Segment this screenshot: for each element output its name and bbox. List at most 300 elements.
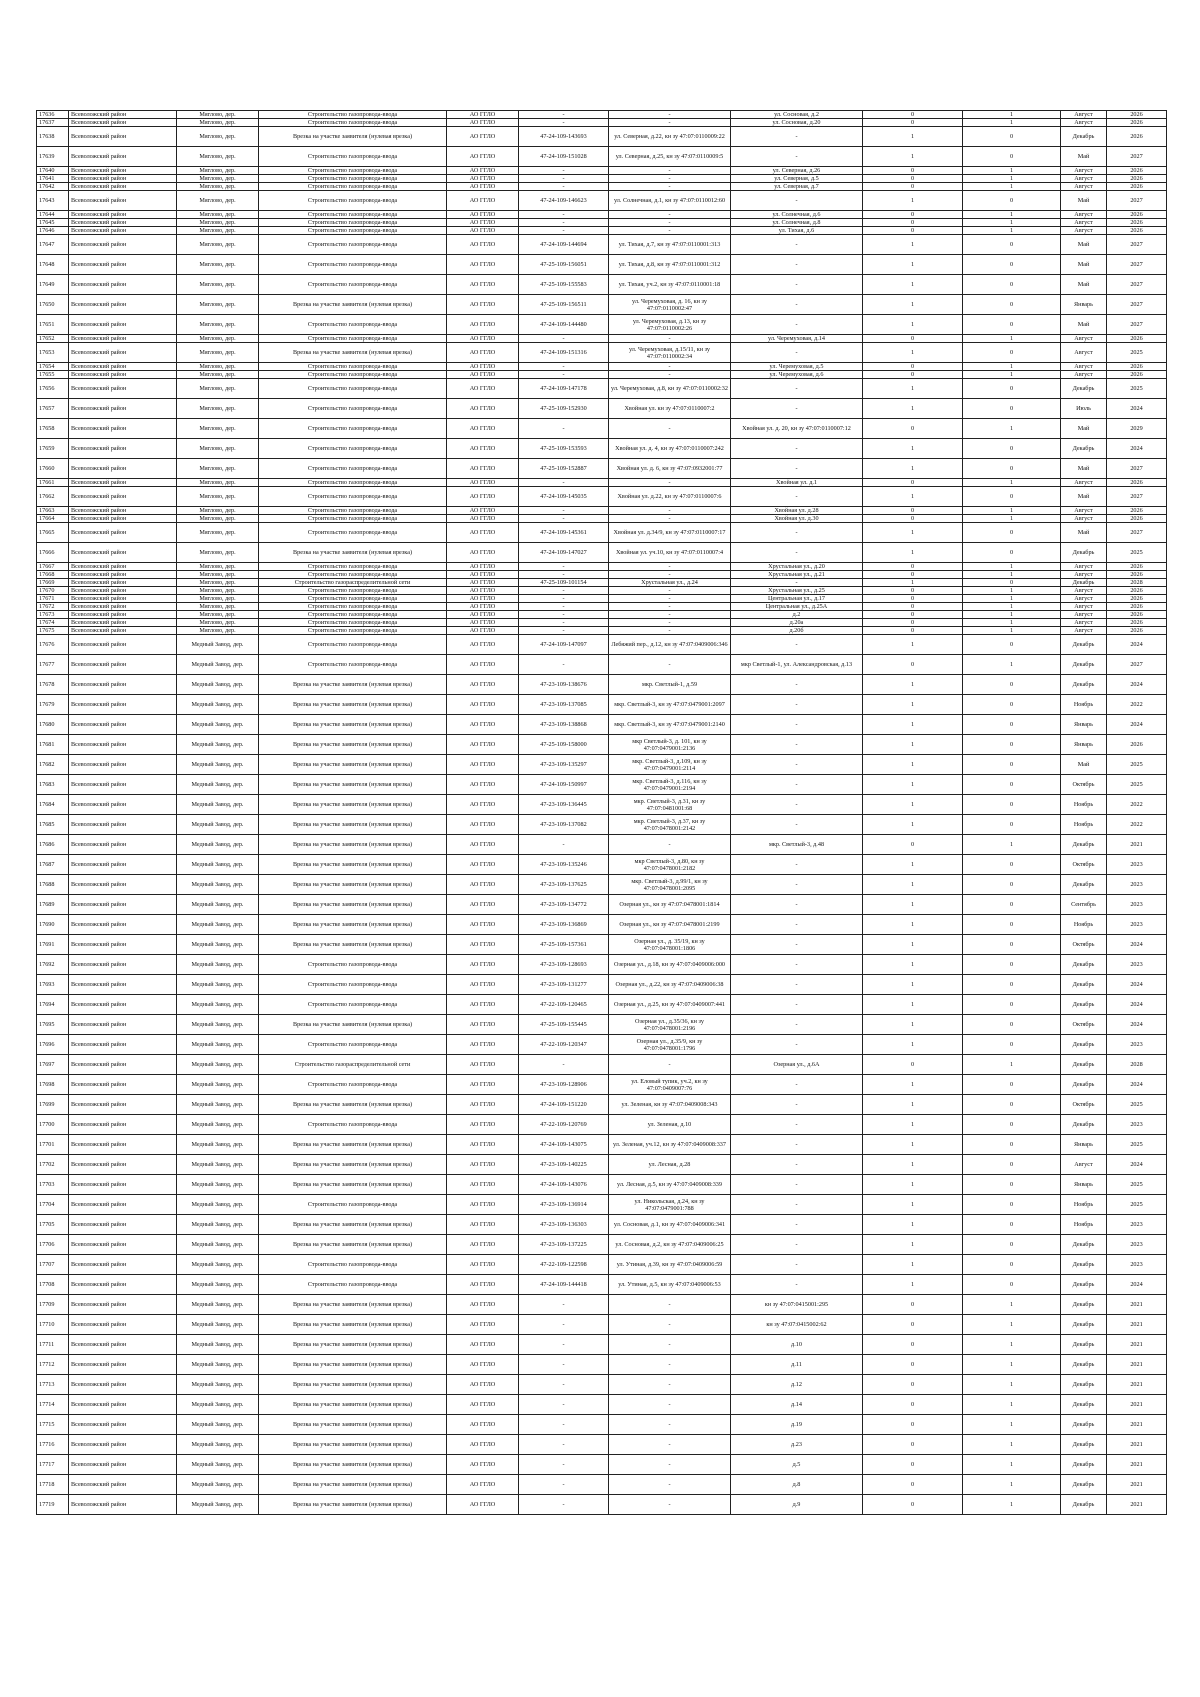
cell-district: Всеволожский район bbox=[69, 1475, 177, 1495]
cell-application-number: - bbox=[519, 211, 609, 219]
table-row bbox=[37, 635, 1167, 655]
cell-row-number: 17640 bbox=[37, 167, 69, 175]
cell-year: 2027 bbox=[1107, 487, 1167, 507]
cell-row-number: 17650 bbox=[37, 295, 69, 315]
cell-organization: АО ГГЛО bbox=[447, 399, 519, 419]
cell-work-type: Строительство газопровода-ввода bbox=[259, 371, 447, 379]
cell-work-type: Врезка на участке заявителя (нулевая врезка) bbox=[259, 1435, 447, 1455]
cell-flag-b: 0 bbox=[963, 795, 1061, 815]
table-row bbox=[37, 227, 1167, 235]
cell-month: Октябрь bbox=[1061, 855, 1107, 875]
cell-application-number: - bbox=[519, 111, 609, 119]
cell-application-number: - bbox=[519, 1415, 609, 1435]
cell-address-applicant: мкр. Светлый-3, д.116, кн зу 47:07:0479001:2194 bbox=[609, 775, 731, 795]
cell-month: Декабрь bbox=[1061, 379, 1107, 399]
cell-address-applicant: - bbox=[609, 1395, 731, 1415]
cell-flag-b: 1 bbox=[963, 563, 1061, 571]
gas-works-table bbox=[36, 110, 1167, 1515]
cell-year: 2026 bbox=[1107, 175, 1167, 183]
cell-organization: АО ГГЛО bbox=[447, 1015, 519, 1035]
cell-organization: АО ГГЛО bbox=[447, 1295, 519, 1315]
table-row bbox=[37, 1335, 1167, 1355]
cell-year: 2021 bbox=[1107, 1455, 1167, 1475]
cell-flag-b: 0 bbox=[963, 315, 1061, 335]
cell-settlement: Мяглово, дер. bbox=[177, 315, 259, 335]
cell-year: 2021 bbox=[1107, 1375, 1167, 1395]
cell-year: 2026 bbox=[1107, 183, 1167, 191]
cell-address-applicant: ул. Утиная, д.39, кн зу 47:07:0409006:59 bbox=[609, 1255, 731, 1275]
cell-district: Всеволожский район bbox=[69, 487, 177, 507]
cell-flag-a: 1 bbox=[863, 915, 963, 935]
cell-year: 2024 bbox=[1107, 975, 1167, 995]
cell-address-applicant: ул. Сосновая, д.1, кн зу 47:07:0409006:341 bbox=[609, 1215, 731, 1235]
cell-flag-a: 1 bbox=[863, 1075, 963, 1095]
cell-flag-a: 1 bbox=[863, 399, 963, 419]
cell-address-applicant: - bbox=[609, 479, 731, 487]
table-row bbox=[37, 255, 1167, 275]
cell-address-applicant: мкр. Светлый-3, д.109, кн зу 47:07:0479001:2114 bbox=[609, 755, 731, 775]
cell-district: Всеволожский район bbox=[69, 1175, 177, 1195]
cell-row-number: 17690 bbox=[37, 915, 69, 935]
cell-organization: АО ГГЛО bbox=[447, 459, 519, 479]
cell-address-other: - bbox=[731, 295, 863, 315]
cell-application-number: 47-24-109-145361 bbox=[519, 523, 609, 543]
cell-address-applicant: - bbox=[609, 611, 731, 619]
cell-application-number: 47-23-109-136869 bbox=[519, 915, 609, 935]
cell-month: Декабрь bbox=[1061, 1475, 1107, 1495]
cell-month: Январь bbox=[1061, 1175, 1107, 1195]
cell-settlement: Мяглово, дер. bbox=[177, 211, 259, 219]
cell-address-other: - bbox=[731, 235, 863, 255]
cell-flag-a: 1 bbox=[863, 379, 963, 399]
table-row bbox=[37, 543, 1167, 563]
cell-flag-a: 0 bbox=[863, 175, 963, 183]
cell-row-number: 17638 bbox=[37, 127, 69, 147]
cell-address-applicant: ул. Тихая, уч.2, кн зу 47:07:0110001:18 bbox=[609, 275, 731, 295]
cell-address-other: - bbox=[731, 1155, 863, 1175]
cell-month: Декабрь bbox=[1061, 1415, 1107, 1435]
cell-month: Ноябрь bbox=[1061, 695, 1107, 715]
cell-organization: АО ГГЛО bbox=[447, 543, 519, 563]
cell-flag-a: 1 bbox=[863, 543, 963, 563]
cell-work-type: Строительство газопровода-ввода bbox=[259, 563, 447, 571]
cell-year: 2021 bbox=[1107, 1475, 1167, 1495]
cell-year: 2024 bbox=[1107, 1275, 1167, 1295]
cell-flag-a: 1 bbox=[863, 315, 963, 335]
cell-address-other: ул. Северная, д.5 bbox=[731, 175, 863, 183]
cell-address-applicant: Хвойная ул. д.22, кн зу 47:07:0110007:6 bbox=[609, 487, 731, 507]
cell-district: Всеволожский район bbox=[69, 399, 177, 419]
cell-application-number: - bbox=[519, 175, 609, 183]
cell-application-number: 47-24-109-151028 bbox=[519, 147, 609, 167]
cell-district: Всеволожский район bbox=[69, 675, 177, 695]
cell-flag-a: 1 bbox=[863, 1135, 963, 1155]
cell-organization: АО ГГЛО bbox=[447, 335, 519, 343]
cell-year: 2026 bbox=[1107, 563, 1167, 571]
cell-row-number: 17654 bbox=[37, 363, 69, 371]
cell-organization: АО ГГЛО bbox=[447, 835, 519, 855]
cell-address-other: - bbox=[731, 579, 863, 587]
table-row bbox=[37, 1115, 1167, 1135]
cell-address-other: - bbox=[731, 255, 863, 275]
cell-organization: АО ГГЛО bbox=[447, 1115, 519, 1135]
cell-year: 2024 bbox=[1107, 995, 1167, 1015]
table-row bbox=[37, 795, 1167, 815]
cell-work-type: Строительство газопровода-ввода bbox=[259, 111, 447, 119]
cell-settlement: Медный Завод, дер. bbox=[177, 1455, 259, 1475]
cell-work-type: Строительство газопровода-ввода bbox=[259, 523, 447, 543]
cell-address-other: - bbox=[731, 755, 863, 775]
table-row bbox=[37, 1015, 1167, 1035]
table-row bbox=[37, 1455, 1167, 1475]
cell-flag-a: 1 bbox=[863, 343, 963, 363]
cell-organization: АО ГГЛО bbox=[447, 1195, 519, 1215]
cell-address-other: - bbox=[731, 487, 863, 507]
cell-organization: АО ГГЛО bbox=[447, 775, 519, 795]
cell-address-applicant: - bbox=[609, 835, 731, 855]
cell-month: Август bbox=[1061, 627, 1107, 635]
cell-address-other: - bbox=[731, 955, 863, 975]
cell-year: 2025 bbox=[1107, 343, 1167, 363]
cell-flag-a: 0 bbox=[863, 1395, 963, 1415]
cell-address-applicant: ул. Утиная, д.5, кн зу 47:07:0409006:53 bbox=[609, 1275, 731, 1295]
cell-year: 2026 bbox=[1107, 167, 1167, 175]
cell-address-applicant: мкр. Светлый-3, кн зу 47:07:0479001:2097 bbox=[609, 695, 731, 715]
cell-flag-a: 0 bbox=[863, 1375, 963, 1395]
cell-district: Всеволожский район bbox=[69, 975, 177, 995]
cell-month: Май bbox=[1061, 523, 1107, 543]
cell-address-other: Озерная ул., д.6А bbox=[731, 1055, 863, 1075]
cell-work-type: Врезка на участке заявителя (нулевая врезка) bbox=[259, 1375, 447, 1395]
cell-organization: АО ГГЛО bbox=[447, 1335, 519, 1355]
cell-district: Всеволожский район bbox=[69, 815, 177, 835]
cell-address-applicant: ул. Северная, д.25, кн зу 47:07:0110009:5 bbox=[609, 147, 731, 167]
cell-application-number: - bbox=[519, 1315, 609, 1335]
table-row bbox=[37, 191, 1167, 211]
cell-row-number: 17643 bbox=[37, 191, 69, 211]
cell-month: Май bbox=[1061, 487, 1107, 507]
cell-district: Всеволожский район bbox=[69, 1195, 177, 1215]
cell-organization: АО ГГЛО bbox=[447, 379, 519, 399]
table-row bbox=[37, 371, 1167, 379]
cell-organization: АО ГГЛО bbox=[447, 1355, 519, 1375]
cell-flag-a: 0 bbox=[863, 627, 963, 635]
cell-flag-a: 0 bbox=[863, 595, 963, 603]
cell-address-applicant: - bbox=[609, 211, 731, 219]
cell-row-number: 17651 bbox=[37, 315, 69, 335]
cell-work-type: Врезка на участке заявителя (нулевая врезка) bbox=[259, 343, 447, 363]
cell-settlement: Мяглово, дер. bbox=[177, 111, 259, 119]
cell-address-applicant: мкр. Светлый-3, д.37, кн зу 47:07:0478001:2142 bbox=[609, 815, 731, 835]
cell-settlement: Медный Завод, дер. bbox=[177, 1335, 259, 1355]
cell-settlement: Мяглово, дер. bbox=[177, 167, 259, 175]
cell-settlement: Медный Завод, дер. bbox=[177, 1235, 259, 1255]
cell-year: 2024 bbox=[1107, 1075, 1167, 1095]
cell-flag-a: 1 bbox=[863, 755, 963, 775]
cell-address-other: Хрустальная ул., д.21 bbox=[731, 571, 863, 579]
cell-year: 2022 bbox=[1107, 695, 1167, 715]
cell-flag-b: 1 bbox=[963, 363, 1061, 371]
cell-flag-a: 1 bbox=[863, 1155, 963, 1175]
table-row bbox=[37, 335, 1167, 343]
table-row bbox=[37, 183, 1167, 191]
cell-work-type: Врезка на участке заявителя (нулевая врезка) bbox=[259, 675, 447, 695]
cell-application-number: - bbox=[519, 835, 609, 855]
cell-flag-b: 1 bbox=[963, 1315, 1061, 1335]
cell-organization: АО ГГЛО bbox=[447, 603, 519, 611]
cell-row-number: 17659 bbox=[37, 439, 69, 459]
cell-year: 2023 bbox=[1107, 915, 1167, 935]
cell-address-applicant: Озерная ул., д.25, кн зу 47:07:0409007:441 bbox=[609, 995, 731, 1015]
cell-work-type: Врезка на участке заявителя (нулевая врезка) bbox=[259, 875, 447, 895]
cell-flag-a: 1 bbox=[863, 579, 963, 587]
cell-flag-b: 0 bbox=[963, 1175, 1061, 1195]
cell-district: Всеволожский район bbox=[69, 363, 177, 371]
cell-flag-b: 1 bbox=[963, 507, 1061, 515]
cell-application-number: - bbox=[519, 119, 609, 127]
cell-application-number: - bbox=[519, 611, 609, 619]
cell-organization: АО ГГЛО bbox=[447, 1315, 519, 1335]
cell-flag-a: 1 bbox=[863, 439, 963, 459]
cell-month: Декабрь bbox=[1061, 835, 1107, 855]
cell-settlement: Медный Завод, дер. bbox=[177, 1295, 259, 1315]
cell-month: Август bbox=[1061, 211, 1107, 219]
cell-district: Всеволожский район bbox=[69, 875, 177, 895]
cell-address-applicant: - bbox=[609, 1295, 731, 1315]
cell-flag-b: 0 bbox=[963, 439, 1061, 459]
cell-address-applicant: мкр. Светлый-3, д.31, кн зу 47:07:0481001:68 bbox=[609, 795, 731, 815]
cell-organization: АО ГГЛО bbox=[447, 655, 519, 675]
cell-row-number: 17683 bbox=[37, 775, 69, 795]
cell-flag-a: 1 bbox=[863, 1015, 963, 1035]
cell-address-applicant: мкр. Светлый-3, д.99/1, кн зу 47:07:0478001:2095 bbox=[609, 875, 731, 895]
cell-row-number: 17715 bbox=[37, 1415, 69, 1435]
cell-address-applicant: ул. Черемуховая, д.15/11, кн зу 47:07:0110002:34 bbox=[609, 343, 731, 363]
cell-work-type: Врезка на участке заявителя (нулевая врезка) bbox=[259, 1175, 447, 1195]
table-row bbox=[37, 855, 1167, 875]
cell-district: Всеволожский район bbox=[69, 1315, 177, 1335]
cell-flag-b: 1 bbox=[963, 627, 1061, 635]
cell-organization: АО ГГЛО bbox=[447, 795, 519, 815]
cell-year: 2027 bbox=[1107, 275, 1167, 295]
cell-organization: АО ГГЛО bbox=[447, 235, 519, 255]
cell-address-other: - bbox=[731, 1195, 863, 1215]
cell-application-number: 47-23-109-135297 bbox=[519, 755, 609, 775]
cell-organization: АО ГГЛО bbox=[447, 675, 519, 695]
cell-district: Всеволожский район bbox=[69, 655, 177, 675]
cell-row-number: 17656 bbox=[37, 379, 69, 399]
cell-district: Всеволожский район bbox=[69, 479, 177, 487]
cell-work-type: Врезка на участке заявителя (нулевая врезка) bbox=[259, 1395, 447, 1415]
cell-application-number: 47-23-109-137082 bbox=[519, 815, 609, 835]
cell-flag-b: 1 bbox=[963, 587, 1061, 595]
cell-month: Май bbox=[1061, 275, 1107, 295]
cell-organization: АО ГГЛО bbox=[447, 1395, 519, 1415]
cell-district: Всеволожский район bbox=[69, 895, 177, 915]
cell-settlement: Медный Завод, дер. bbox=[177, 715, 259, 735]
table-row bbox=[37, 955, 1167, 975]
cell-application-number: - bbox=[519, 1455, 609, 1475]
cell-address-other: - bbox=[731, 459, 863, 479]
cell-district: Всеволожский район bbox=[69, 619, 177, 627]
cell-application-number: 47-24-109-150997 bbox=[519, 775, 609, 795]
cell-work-type: Строительство газопровода-ввода bbox=[259, 1195, 447, 1215]
cell-application-number: 47-23-109-137085 bbox=[519, 695, 609, 715]
cell-month: Август bbox=[1061, 363, 1107, 371]
cell-district: Всеволожский район bbox=[69, 147, 177, 167]
cell-settlement: Медный Завод, дер. bbox=[177, 995, 259, 1015]
cell-address-applicant: - bbox=[609, 167, 731, 175]
cell-settlement: Мяглово, дер. bbox=[177, 175, 259, 183]
cell-organization: АО ГГЛО bbox=[447, 995, 519, 1015]
cell-year: 2024 bbox=[1107, 439, 1167, 459]
cell-flag-b: 1 bbox=[963, 119, 1061, 127]
cell-row-number: 17705 bbox=[37, 1215, 69, 1235]
cell-district: Всеволожский район bbox=[69, 695, 177, 715]
cell-organization: АО ГГЛО bbox=[447, 1475, 519, 1495]
cell-flag-b: 0 bbox=[963, 1115, 1061, 1135]
cell-address-applicant: Озерная ул., д. 35/19, кн зу 47:07:0478001:1806 bbox=[609, 935, 731, 955]
cell-flag-a: 1 bbox=[863, 1235, 963, 1255]
cell-work-type: Строительство газопровода-ввода bbox=[259, 363, 447, 371]
cell-settlement: Медный Завод, дер. bbox=[177, 1395, 259, 1415]
cell-flag-b: 0 bbox=[963, 459, 1061, 479]
cell-district: Всеволожский район bbox=[69, 775, 177, 795]
cell-address-applicant: - bbox=[609, 1315, 731, 1335]
cell-address-applicant: ул. Никольская, д.24, кн зу 47:07:0479001:788 bbox=[609, 1195, 731, 1215]
cell-row-number: 17655 bbox=[37, 371, 69, 379]
cell-row-number: 17646 bbox=[37, 227, 69, 235]
cell-month: Август bbox=[1061, 563, 1107, 571]
cell-address-other: ул. Черемуховая, д.14 bbox=[731, 335, 863, 343]
cell-organization: АО ГГЛО bbox=[447, 579, 519, 587]
cell-address-applicant: ул. Лесная, д.5, кн зу 47:07:0409008:339 bbox=[609, 1175, 731, 1195]
cell-district: Всеволожский район bbox=[69, 1375, 177, 1395]
cell-flag-a: 1 bbox=[863, 1215, 963, 1235]
cell-month: Декабрь bbox=[1061, 1315, 1107, 1335]
cell-month: Декабрь bbox=[1061, 675, 1107, 695]
cell-district: Всеволожский район bbox=[69, 579, 177, 587]
cell-address-applicant: - bbox=[609, 227, 731, 235]
cell-work-type: Строительство газопровода-ввода bbox=[259, 955, 447, 975]
cell-district: Всеволожский район bbox=[69, 227, 177, 235]
cell-work-type: Врезка на участке заявителя (нулевая врезка) bbox=[259, 695, 447, 715]
cell-district: Всеволожский район bbox=[69, 1215, 177, 1235]
cell-flag-b: 0 bbox=[963, 955, 1061, 975]
cell-work-type: Строительство газопровода-ввода bbox=[259, 175, 447, 183]
cell-work-type: Строительство газопровода-ввода bbox=[259, 379, 447, 399]
cell-month: Декабрь bbox=[1061, 995, 1107, 1015]
cell-address-other: кн зу 47:07:0415002:62 bbox=[731, 1315, 863, 1335]
cell-district: Всеволожский район bbox=[69, 1015, 177, 1035]
cell-row-number: 17686 bbox=[37, 835, 69, 855]
cell-flag-a: 1 bbox=[863, 487, 963, 507]
cell-address-applicant: ул. Тихая, д.8, кн зу 47:07:0110001:312 bbox=[609, 255, 731, 275]
cell-year: 2021 bbox=[1107, 1415, 1167, 1435]
cell-work-type: Врезка на участке заявителя (нулевая врезка) bbox=[259, 295, 447, 315]
table-row bbox=[37, 579, 1167, 587]
cell-address-applicant: ул. Северная, д.22, кн зу 47:07:0110009:22 bbox=[609, 127, 731, 147]
cell-flag-a: 0 bbox=[863, 167, 963, 175]
cell-address-applicant: - bbox=[609, 563, 731, 571]
cell-settlement: Медный Завод, дер. bbox=[177, 1115, 259, 1135]
cell-district: Всеволожский район bbox=[69, 1235, 177, 1255]
cell-application-number: - bbox=[519, 219, 609, 227]
cell-address-other: мкр Светлый-1, ул. Александровская, д.13 bbox=[731, 655, 863, 675]
cell-address-applicant: ул. Тихая, д.7, кн зу 47:07:0110001:313 bbox=[609, 235, 731, 255]
cell-year: 2026 bbox=[1107, 619, 1167, 627]
cell-application-number: 47-23-109-128693 bbox=[519, 955, 609, 975]
cell-month: Октябрь bbox=[1061, 775, 1107, 795]
cell-address-other: д.9 bbox=[731, 1495, 863, 1515]
cell-month: Август bbox=[1061, 183, 1107, 191]
cell-year: 2024 bbox=[1107, 1015, 1167, 1035]
cell-month: Ноябрь bbox=[1061, 915, 1107, 935]
cell-work-type: Врезка на участке заявителя (нулевая врезка) bbox=[259, 915, 447, 935]
cell-work-type: Строительство газопровода-ввода bbox=[259, 255, 447, 275]
cell-district: Всеволожский район bbox=[69, 611, 177, 619]
cell-settlement: Медный Завод, дер. bbox=[177, 1155, 259, 1175]
cell-application-number: - bbox=[519, 335, 609, 343]
cell-organization: АО ГГЛО bbox=[447, 343, 519, 363]
cell-row-number: 17694 bbox=[37, 995, 69, 1015]
cell-row-number: 17658 bbox=[37, 419, 69, 439]
cell-settlement: Медный Завод, дер. bbox=[177, 775, 259, 795]
cell-month: Август bbox=[1061, 167, 1107, 175]
cell-application-number: - bbox=[519, 1475, 609, 1495]
cell-year: 2021 bbox=[1107, 1495, 1167, 1515]
cell-year: 2026 bbox=[1107, 479, 1167, 487]
table-row bbox=[37, 479, 1167, 487]
cell-flag-b: 0 bbox=[963, 915, 1061, 935]
cell-flag-b: 1 bbox=[963, 515, 1061, 523]
cell-district: Всеволожский район bbox=[69, 915, 177, 935]
cell-organization: АО ГГЛО bbox=[447, 1415, 519, 1435]
cell-year: 2021 bbox=[1107, 1335, 1167, 1355]
cell-month: Декабрь bbox=[1061, 955, 1107, 975]
cell-work-type: Строительство газопровода-ввода bbox=[259, 1275, 447, 1295]
cell-row-number: 17691 bbox=[37, 935, 69, 955]
cell-organization: АО ГГЛО bbox=[447, 1055, 519, 1075]
cell-organization: АО ГГЛО bbox=[447, 147, 519, 167]
cell-row-number: 17672 bbox=[37, 603, 69, 611]
cell-address-applicant: ул. Солнечная, д.1, кн зу 47:07:0110012:60 bbox=[609, 191, 731, 211]
cell-address-other: - bbox=[731, 815, 863, 835]
cell-district: Всеволожский район bbox=[69, 1455, 177, 1475]
cell-work-type: Строительство газопровода-ввода bbox=[259, 211, 447, 219]
cell-organization: АО ГГЛО bbox=[447, 111, 519, 119]
cell-address-applicant: - bbox=[609, 1055, 731, 1075]
cell-address-applicant: - bbox=[609, 603, 731, 611]
cell-application-number: 47-24-109-143693 bbox=[519, 127, 609, 147]
cell-settlement: Медный Завод, дер. bbox=[177, 1195, 259, 1215]
cell-flag-b: 0 bbox=[963, 235, 1061, 255]
cell-row-number: 17706 bbox=[37, 1235, 69, 1255]
cell-year: 2023 bbox=[1107, 1115, 1167, 1135]
cell-settlement: Медный Завод, дер. bbox=[177, 1355, 259, 1375]
table-row bbox=[37, 439, 1167, 459]
cell-year: 2022 bbox=[1107, 815, 1167, 835]
cell-flag-a: 0 bbox=[863, 211, 963, 219]
cell-district: Всеволожский район bbox=[69, 603, 177, 611]
table-row bbox=[37, 175, 1167, 183]
cell-address-applicant: - bbox=[609, 571, 731, 579]
cell-month: Декабрь bbox=[1061, 1455, 1107, 1475]
cell-address-other: д.5 bbox=[731, 1455, 863, 1475]
cell-address-applicant: ул. Черемуховая, д. 16, кн зу 47:07:0110002:47 bbox=[609, 295, 731, 315]
cell-organization: АО ГГЛО bbox=[447, 595, 519, 603]
cell-district: Всеволожский район bbox=[69, 523, 177, 543]
